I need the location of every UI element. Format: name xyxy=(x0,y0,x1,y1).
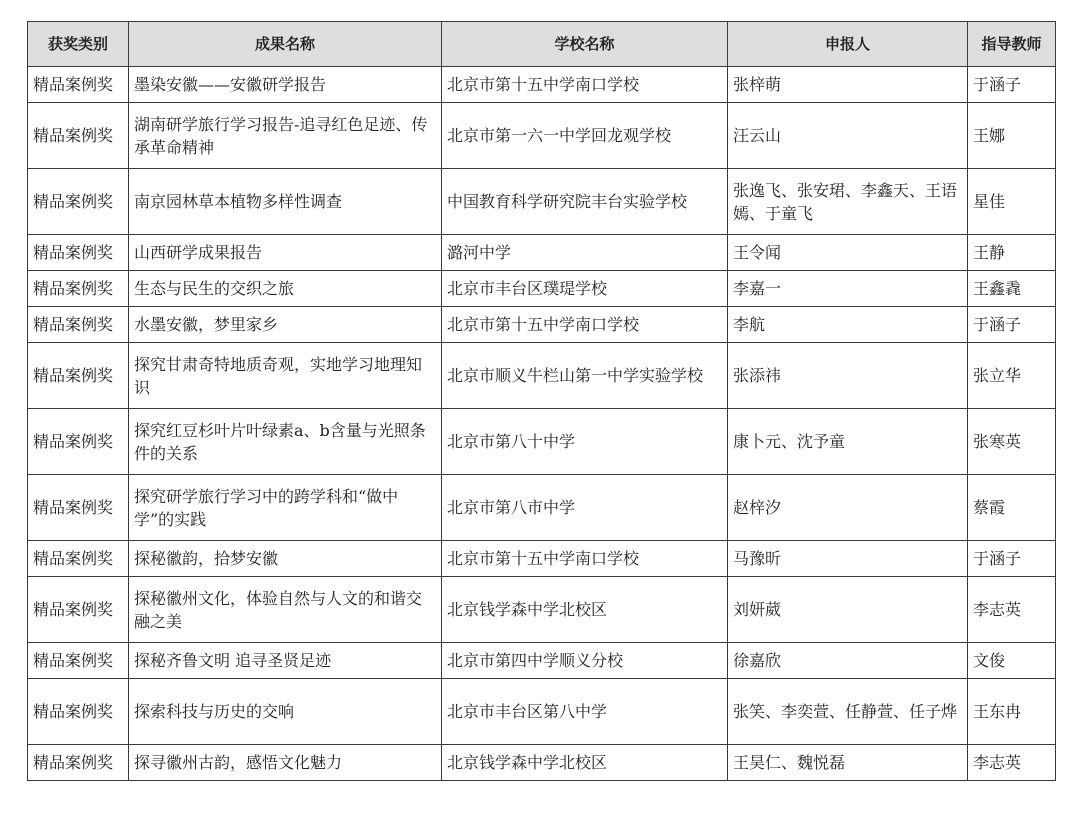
cell-achievement-title-text: 墨染安徽——安徽研学报告 xyxy=(134,75,327,94)
cell-applicant-text: 张梓萌 xyxy=(733,75,782,94)
cell-school-name-text: 北京市丰台区璞瑅学校 xyxy=(447,279,608,298)
cell-school-name-text: 北京市第一六一中学回龙观学校 xyxy=(447,126,672,145)
cell-achievement-title xyxy=(129,271,442,307)
cell-school-name xyxy=(442,307,728,343)
cell-advisor xyxy=(968,67,1056,103)
cell-achievement-title xyxy=(129,475,442,541)
cell-award-category-text: 精品案例奖 xyxy=(33,651,114,670)
cell-applicant xyxy=(728,67,968,103)
cell-school-name-text: 北京市第四中学顺义分校 xyxy=(447,651,624,670)
cell-applicant-text: 张笑、李奕萱、任静萱、任子烨 xyxy=(733,702,958,721)
cell-achievement-title xyxy=(129,67,442,103)
cell-achievement-title xyxy=(129,103,442,169)
cell-award-category xyxy=(28,169,129,235)
cell-achievement-title-text: 探秘齐鲁文明 追寻圣贤足迹 xyxy=(134,651,332,670)
header-achievement-title: 成果名称 xyxy=(129,22,442,67)
cell-achievement-title-text: 湖南研学旅行学习报告-追寻红色足迹、传承革命精神 xyxy=(134,114,428,157)
header-school-name: 学校名称 xyxy=(442,22,728,67)
cell-applicant-text: 马豫昕 xyxy=(733,549,782,568)
award-table-container xyxy=(27,21,1055,781)
cell-advisor xyxy=(968,235,1056,271)
table-row xyxy=(28,271,1056,307)
cell-advisor-text: 王鑫毳 xyxy=(973,279,1022,298)
table-header-row xyxy=(28,22,1056,67)
cell-advisor xyxy=(968,541,1056,577)
table-row xyxy=(28,577,1056,643)
cell-school-name-text: 北京市第八市中学 xyxy=(447,498,576,517)
cell-applicant xyxy=(728,577,968,643)
cell-applicant xyxy=(728,343,968,409)
cell-applicant xyxy=(728,307,968,343)
table-row xyxy=(28,103,1056,169)
cell-advisor-text: 文俊 xyxy=(973,651,1006,670)
cell-applicant-text: 李航 xyxy=(733,315,766,334)
cell-applicant-text: 康卜元、沈予童 xyxy=(733,432,846,451)
cell-achievement-title xyxy=(129,679,442,745)
cell-applicant-text: 赵梓汐 xyxy=(733,498,782,517)
cell-achievement-title-text: 水墨安徽，梦里家乡 xyxy=(134,315,279,334)
cell-advisor-text: 李志英 xyxy=(973,753,1022,772)
cell-award-category xyxy=(28,679,129,745)
cell-achievement-title-text: 探究甘肃奇特地质奇观，实地学习地理知识 xyxy=(134,354,423,397)
cell-applicant-text: 张逸飞、张安珺、李鑫天、王语嫣、于童飞 xyxy=(733,180,958,223)
cell-school-name-text: 北京市第十五中学南口学校 xyxy=(447,315,640,334)
cell-school-name-text: 北京钱学森中学北校区 xyxy=(447,600,608,619)
table-body xyxy=(28,67,1056,781)
table-row xyxy=(28,343,1056,409)
cell-advisor-text: 张寒英 xyxy=(973,432,1022,451)
cell-achievement-title-text: 探秘徽州文化，体验自然与人文的和谐交融之美 xyxy=(134,588,423,631)
cell-school-name xyxy=(442,67,728,103)
cell-award-category-text: 精品案例奖 xyxy=(33,243,114,262)
cell-achievement-title-text: 南京园林草本植物多样性调查 xyxy=(134,192,343,211)
cell-applicant xyxy=(728,271,968,307)
table-row xyxy=(28,307,1056,343)
cell-award-category xyxy=(28,577,129,643)
cell-achievement-title xyxy=(129,541,442,577)
cell-school-name-text: 北京市顺义牛栏山第一中学实验学校 xyxy=(447,366,704,385)
table-row xyxy=(28,679,1056,745)
cell-award-category-text: 精品案例奖 xyxy=(33,600,114,619)
cell-achievement-title-text: 探究红豆杉叶片叶绿素a、b含量与光照条件的关系 xyxy=(134,420,426,463)
cell-award-category-text: 精品案例奖 xyxy=(33,498,114,517)
cell-school-name xyxy=(442,169,728,235)
cell-school-name-text: 中国教育科学研究院丰台实验学校 xyxy=(447,192,688,211)
cell-award-category-text: 精品案例奖 xyxy=(33,279,114,298)
cell-award-category xyxy=(28,409,129,475)
table-row xyxy=(28,169,1056,235)
cell-advisor-text: 于涵子 xyxy=(973,315,1022,334)
cell-advisor-text: 于涵子 xyxy=(973,549,1022,568)
cell-advisor-text: 蔡霞 xyxy=(973,498,1006,517)
cell-applicant-text: 王昊仁、魏悦磊 xyxy=(733,753,846,772)
table-row xyxy=(28,643,1056,679)
cell-achievement-title-text: 探究研学旅行学习中的跨学科和“做中学”的实践 xyxy=(134,486,399,529)
cell-award-category-text: 精品案例奖 xyxy=(33,432,114,451)
cell-achievement-title xyxy=(129,169,442,235)
cell-applicant xyxy=(728,643,968,679)
cell-school-name-text: 北京钱学森中学北校区 xyxy=(447,753,608,772)
cell-school-name-text: 北京市第十五中学南口学校 xyxy=(447,75,640,94)
cell-achievement-title xyxy=(129,409,442,475)
cell-achievement-title xyxy=(129,235,442,271)
cell-applicant xyxy=(728,679,968,745)
cell-applicant xyxy=(728,409,968,475)
cell-school-name xyxy=(442,409,728,475)
cell-advisor-text: 王东冉 xyxy=(973,702,1022,721)
cell-school-name-text: 北京市第八十中学 xyxy=(447,432,576,451)
cell-applicant xyxy=(728,475,968,541)
cell-school-name-text: 北京市丰台区第八中学 xyxy=(447,702,608,721)
cell-award-category-text: 精品案例奖 xyxy=(33,753,114,772)
award-table xyxy=(27,21,1056,781)
cell-award-category xyxy=(28,343,129,409)
cell-achievement-title-text: 探秘徽韵，拾梦安徽 xyxy=(134,549,279,568)
cell-school-name xyxy=(442,745,728,781)
cell-school-name xyxy=(442,643,728,679)
cell-applicant xyxy=(728,235,968,271)
cell-award-category-text: 精品案例奖 xyxy=(33,192,114,211)
cell-applicant xyxy=(728,745,968,781)
cell-award-category xyxy=(28,541,129,577)
cell-advisor xyxy=(968,271,1056,307)
cell-advisor xyxy=(968,475,1056,541)
cell-advisor xyxy=(968,409,1056,475)
cell-school-name xyxy=(442,271,728,307)
cell-school-name-text: 北京市第十五中学南口学校 xyxy=(447,549,640,568)
cell-advisor xyxy=(968,577,1056,643)
cell-applicant xyxy=(728,103,968,169)
cell-advisor xyxy=(968,679,1056,745)
table-row xyxy=(28,235,1056,271)
cell-school-name xyxy=(442,343,728,409)
header-applicant: 申报人 xyxy=(728,22,968,67)
cell-achievement-title-text: 探寻徽州古韵，感悟文化魅力 xyxy=(134,753,343,772)
cell-school-name xyxy=(442,541,728,577)
cell-advisor-text: 张立华 xyxy=(973,366,1022,385)
cell-applicant-text: 李嘉一 xyxy=(733,279,782,298)
cell-applicant-text: 刘妍葳 xyxy=(733,600,782,619)
cell-award-category-text: 精品案例奖 xyxy=(33,366,114,385)
cell-achievement-title-text: 探索科技与历史的交响 xyxy=(134,702,295,721)
cell-school-name-text: 潞河中学 xyxy=(447,243,512,262)
cell-award-category xyxy=(28,307,129,343)
cell-advisor-text: 星佳 xyxy=(973,192,1006,211)
cell-award-category-text: 精品案例奖 xyxy=(33,75,114,94)
cell-applicant xyxy=(728,169,968,235)
cell-school-name xyxy=(442,235,728,271)
cell-applicant-text: 张添祎 xyxy=(733,366,782,385)
cell-award-category xyxy=(28,235,129,271)
table-row xyxy=(28,745,1056,781)
header-advisor: 指导教师 xyxy=(968,22,1056,67)
cell-school-name xyxy=(442,475,728,541)
cell-achievement-title xyxy=(129,307,442,343)
cell-advisor xyxy=(968,307,1056,343)
cell-advisor xyxy=(968,103,1056,169)
cell-applicant xyxy=(728,541,968,577)
cell-advisor-text: 于涵子 xyxy=(973,75,1022,94)
cell-award-category xyxy=(28,745,129,781)
cell-advisor xyxy=(968,343,1056,409)
cell-advisor-text: 王娜 xyxy=(973,126,1006,145)
cell-award-category-text: 精品案例奖 xyxy=(33,126,114,145)
cell-applicant-text: 汪云山 xyxy=(733,126,782,145)
cell-school-name xyxy=(442,103,728,169)
cell-award-category xyxy=(28,67,129,103)
cell-award-category-text: 精品案例奖 xyxy=(33,549,114,568)
cell-applicant-text: 王令闻 xyxy=(733,243,782,262)
table-row xyxy=(28,475,1056,541)
cell-school-name xyxy=(442,679,728,745)
cell-advisor xyxy=(968,745,1056,781)
cell-achievement-title-text: 山西研学成果报告 xyxy=(134,243,263,262)
cell-achievement-title xyxy=(129,745,442,781)
cell-award-category xyxy=(28,103,129,169)
cell-advisor-text: 李志英 xyxy=(973,600,1022,619)
cell-award-category xyxy=(28,475,129,541)
cell-achievement-title xyxy=(129,343,442,409)
cell-advisor xyxy=(968,169,1056,235)
table-row xyxy=(28,541,1056,577)
cell-achievement-title xyxy=(129,577,442,643)
table-row xyxy=(28,409,1056,475)
table-row xyxy=(28,67,1056,103)
cell-award-category xyxy=(28,643,129,679)
cell-award-category-text: 精品案例奖 xyxy=(33,702,114,721)
cell-award-category-text: 精品案例奖 xyxy=(33,315,114,334)
header-award-category: 获奖类别 xyxy=(28,22,129,67)
cell-award-category xyxy=(28,271,129,307)
cell-advisor-text: 王静 xyxy=(973,243,1006,262)
cell-applicant-text: 徐嘉欣 xyxy=(733,651,782,670)
cell-advisor xyxy=(968,643,1056,679)
cell-achievement-title xyxy=(129,643,442,679)
cell-achievement-title-text: 生态与民生的交织之旅 xyxy=(134,279,295,298)
cell-school-name xyxy=(442,577,728,643)
